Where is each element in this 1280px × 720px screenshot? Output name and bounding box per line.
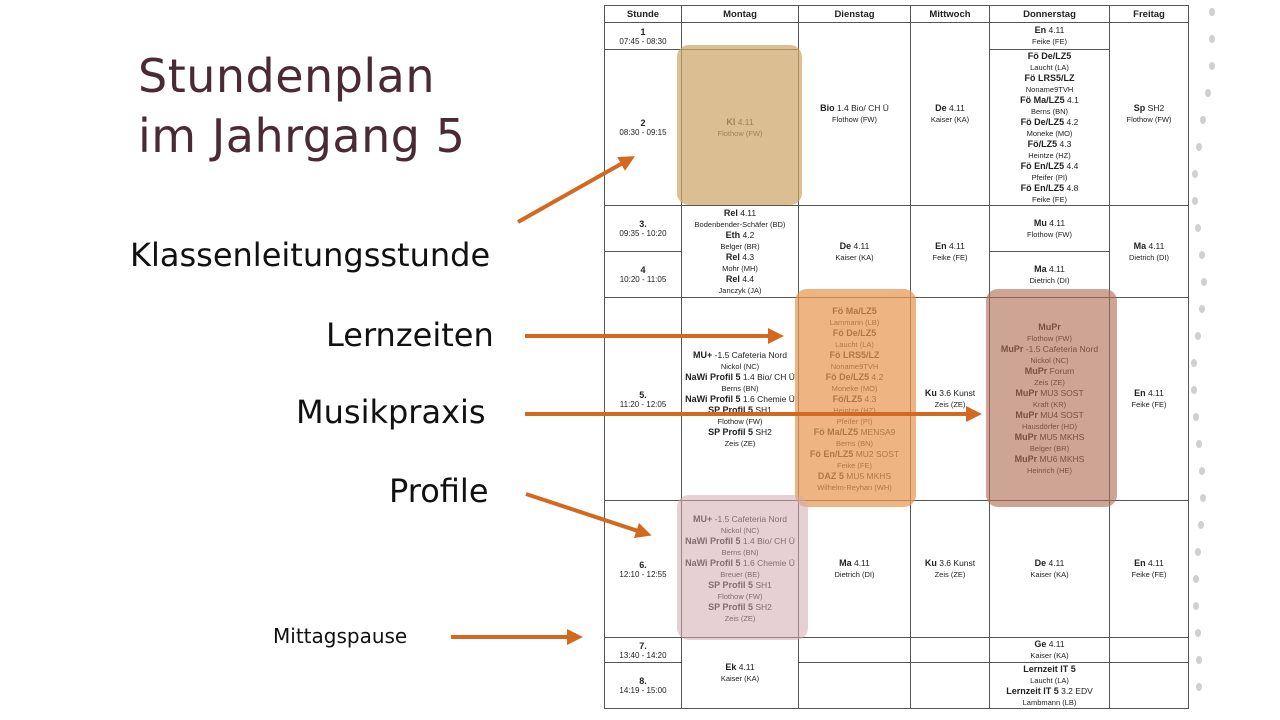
lesson-room: 4.11 xyxy=(946,103,965,113)
lesson-subject: Ge xyxy=(1034,639,1047,649)
period-number: 7. xyxy=(639,640,647,651)
lesson-teacher: Zeis (ZE) xyxy=(934,570,966,579)
margin-dot xyxy=(1198,521,1204,529)
margin-dot xyxy=(1195,332,1201,340)
margin-dot xyxy=(1201,278,1207,286)
period-time: 10:20 - 11:05 xyxy=(619,275,667,284)
lesson-subject: Ku xyxy=(924,388,937,398)
lesson-room: 4.3 xyxy=(739,251,755,262)
period-time: 09:35 - 10:20 xyxy=(619,229,667,238)
lesson-subject: Fö En/LZ5 xyxy=(1020,182,1065,193)
margin-dot xyxy=(1192,197,1198,205)
lesson-room: 4.11 xyxy=(1145,388,1164,398)
lesson-room: 4.1 xyxy=(1064,94,1079,105)
lesson-teacher: Laucht (LA) xyxy=(1030,62,1069,72)
header-donnerstag: Donnerstag xyxy=(990,6,1110,23)
period-number: 4 xyxy=(640,265,646,275)
arrow-klassenleitung xyxy=(518,160,628,222)
lesson-room: 4.11 xyxy=(737,207,757,218)
lesson-subject: Lernzeit IT 5 xyxy=(1023,663,1076,674)
period-number: 3. xyxy=(639,219,647,229)
lesson-teacher: Moneke (MO) xyxy=(1026,128,1073,138)
lesson-room: SH2 xyxy=(1145,103,1165,113)
lesson-room: 4.11 xyxy=(1046,639,1065,649)
margin-dot xyxy=(1196,143,1202,151)
lesson-subject: En xyxy=(1134,558,1146,568)
lesson-teacher: Bodenbender-Schäfer (BD) xyxy=(694,219,786,229)
lesson-room: 1.4 Bio/ CH Ü xyxy=(740,371,795,382)
lesson-subject: Ma xyxy=(1034,263,1047,274)
lesson-room: 4.4 xyxy=(1064,160,1079,171)
margin-dot xyxy=(1191,359,1197,367)
period-number: 1 xyxy=(640,26,646,37)
label-musikpraxis: Musikpraxis xyxy=(296,393,486,431)
lesson-subject: Fö De/LZ5 xyxy=(1027,50,1072,61)
lesson-subject: Fö/LZ5 xyxy=(1027,138,1058,149)
margin-dot xyxy=(1209,35,1215,43)
lesson-subject: Ma xyxy=(839,558,852,568)
lesson-subject: Ek xyxy=(725,662,737,672)
period-number: 8. xyxy=(639,676,647,686)
lesson-room: 4.11 xyxy=(1046,558,1065,568)
margin-dot xyxy=(1196,656,1202,664)
lesson-subject: Ma xyxy=(1133,240,1147,251)
margin-dot xyxy=(1193,575,1199,583)
margin-dot xyxy=(1209,62,1215,70)
lesson-subject: Eth xyxy=(725,229,741,240)
period-number: 6. xyxy=(639,559,647,570)
lesson-subject: Sp xyxy=(1133,103,1146,113)
lesson-room: 4.4 xyxy=(739,273,755,284)
margin-dot xyxy=(1199,251,1205,259)
lesson-room: 1.4 Bio/ CH Ü xyxy=(834,103,889,113)
lesson-teacher: Flothow (FW) xyxy=(832,115,877,124)
lesson-teacher: Feike (FE) xyxy=(1131,400,1167,409)
label-klassenleitungsstunde: Klassenleitungsstunde xyxy=(130,236,491,274)
lesson-room: 4.11 xyxy=(851,240,870,251)
lesson-teacher: Lambmann (LB) xyxy=(1022,697,1077,707)
lesson-subject: De xyxy=(839,240,852,251)
margin-dot xyxy=(1191,386,1197,394)
lesson-teacher: Feike (FE) xyxy=(1131,570,1167,579)
margin-dot xyxy=(1196,440,1202,448)
lesson-room: 4.2 xyxy=(1064,116,1079,127)
period-time: 14:19 - 15:00 xyxy=(619,686,667,695)
margin-dot xyxy=(1199,305,1205,313)
lesson-teacher: Flothow (FW) xyxy=(717,416,763,426)
lesson-teacher: Kaiser (KA) xyxy=(720,674,760,683)
margin-dot xyxy=(1196,683,1202,691)
margin-dot xyxy=(1195,548,1201,556)
lesson-room: 4.2 xyxy=(740,229,755,240)
lesson-subject: Fö LRS5/LZ xyxy=(1024,72,1075,83)
margin-dot xyxy=(1200,494,1206,502)
lesson-teacher: Kaiser (KA) xyxy=(1030,651,1069,660)
lesson-room: 3.6 Kunst xyxy=(936,388,976,398)
lesson-teacher: Dietrich (DI) xyxy=(1128,252,1169,262)
lesson-subject: NaWi Profil 5 xyxy=(685,393,741,404)
lesson-teacher: Zeis (ZE) xyxy=(724,438,756,448)
arrow-profile xyxy=(526,494,644,533)
lesson-teacher: Flothow (FW) xyxy=(1126,115,1172,124)
lesson-teacher: Feike (FE) xyxy=(1031,37,1067,46)
lesson-subject: Rel xyxy=(725,273,740,284)
lesson-subject: Rel xyxy=(725,251,740,262)
period-time: 11:20 - 12:05 xyxy=(619,399,667,409)
lesson-teacher: Berns (BN) xyxy=(1030,106,1069,116)
lesson-teacher: Kaiser (KA) xyxy=(835,252,874,262)
lesson-room: SH1 xyxy=(752,404,772,415)
margin-dot xyxy=(1195,629,1201,637)
margin-dot xyxy=(1209,8,1215,16)
lesson-teacher: Nickol (NC) xyxy=(720,361,760,371)
lesson-teacher: Flothow (FW) xyxy=(1027,229,1072,239)
lesson-room: 4.11 xyxy=(1046,217,1066,228)
period-number: 5. xyxy=(639,389,647,400)
lesson-teacher: Dietrich (DI) xyxy=(834,570,875,579)
lesson-subject: Ku xyxy=(924,558,937,568)
margin-dot xyxy=(1192,170,1198,178)
lesson-subject: Fö De/LZ5 xyxy=(1020,116,1065,127)
lesson-subject: MU+ xyxy=(693,349,713,360)
lesson-room: 4.11 xyxy=(1046,25,1065,35)
margin-dot xyxy=(1205,89,1211,97)
margin-dot xyxy=(1193,413,1199,421)
lesson-teacher: Kaiser (KA) xyxy=(930,115,970,124)
lesson-subject: Mu xyxy=(1033,217,1047,228)
lesson-subject: En xyxy=(1034,25,1047,35)
lesson-teacher: Feike (FE) xyxy=(932,252,968,262)
lesson-room: 4.11 xyxy=(851,558,870,568)
lesson-room: 4.11 xyxy=(736,662,755,672)
lesson-teacher: Kaiser (KA) xyxy=(1030,570,1069,579)
lesson-subject: Fö Ma/LZ5 xyxy=(1020,94,1065,105)
header-stunde: Stunde xyxy=(605,6,682,23)
lesson-subject: De xyxy=(935,103,947,113)
lesson-room: 4.11 xyxy=(1046,263,1065,274)
lesson-room: SH2 xyxy=(752,426,772,437)
header-dienstag: Dienstag xyxy=(799,6,911,23)
lesson-subject: NaWi Profil 5 xyxy=(685,371,741,382)
period-time: 12:10 - 12:55 xyxy=(619,569,667,579)
header-freitag: Freitag xyxy=(1110,6,1189,23)
lesson-teacher: Laucht (LA) xyxy=(1030,675,1069,685)
label-profile: Profile xyxy=(389,472,489,510)
lesson-teacher: Berns (BN) xyxy=(721,383,759,393)
period-number: 2 xyxy=(640,118,646,128)
lesson-room: 3.6 Kunst xyxy=(936,558,976,568)
margin-dot xyxy=(1195,224,1201,232)
header-mittwoch: Mittwoch xyxy=(911,6,990,23)
lesson-subject: Bio xyxy=(820,103,835,113)
period-time: 08:30 - 09:15 xyxy=(619,128,667,137)
margin-dot xyxy=(1193,602,1199,610)
lesson-room: 1.6 Chemie Ü xyxy=(740,393,795,404)
period-time: 07:45 - 08:30 xyxy=(619,36,667,46)
label-mittagspause: Mittagspause xyxy=(273,624,408,648)
label-lernzeiten: Lernzeiten xyxy=(326,316,494,354)
margin-dot xyxy=(1199,467,1205,475)
lesson-room: -1.5 Cafeteria Nord xyxy=(712,349,787,360)
lesson-room: 4.8 xyxy=(1064,182,1079,193)
lesson-teacher: Zeis (ZE) xyxy=(934,400,966,409)
lesson-subject: Fö En/LZ5 xyxy=(1020,160,1065,171)
header-montag: Montag xyxy=(682,6,799,23)
lesson-room: 4.11 xyxy=(1146,240,1165,251)
lesson-subject: De xyxy=(1034,558,1047,568)
lesson-subject: SP Profil 5 xyxy=(708,426,753,437)
lesson-teacher: Belger (BR) xyxy=(720,241,760,251)
margin-dot xyxy=(1200,116,1206,124)
lesson-teacher: Janczyk (JA) xyxy=(718,285,762,295)
period-time: 13:40 - 14:20 xyxy=(619,650,667,660)
lesson-teacher: Mohr (MH) xyxy=(722,263,758,273)
lesson-subject: SP Profil 5 xyxy=(708,404,753,415)
lesson-room: 3.2 EDV xyxy=(1058,685,1093,696)
lesson-subject: En xyxy=(1134,388,1146,398)
lesson-subject: En xyxy=(935,240,947,251)
lesson-teacher: Heintze (HZ) xyxy=(1028,150,1071,160)
lesson-teacher: Noname9TVH xyxy=(1025,84,1074,94)
lesson-room: 4.11 xyxy=(1145,558,1164,568)
lesson-subject: Lernzeit IT 5 xyxy=(1006,685,1059,696)
lesson-subject: Rel xyxy=(723,207,738,218)
lesson-teacher: Feike (FE) xyxy=(1031,194,1067,204)
lesson-teacher: Pfeifer (PI) xyxy=(1031,172,1068,182)
slide-title: Stundenplan im Jahrgang 5 xyxy=(138,49,466,163)
lesson-room: 4.11 xyxy=(946,240,965,251)
lesson-teacher: Dietrich (DI) xyxy=(1029,275,1070,285)
lesson-room: 4.3 xyxy=(1057,138,1072,149)
